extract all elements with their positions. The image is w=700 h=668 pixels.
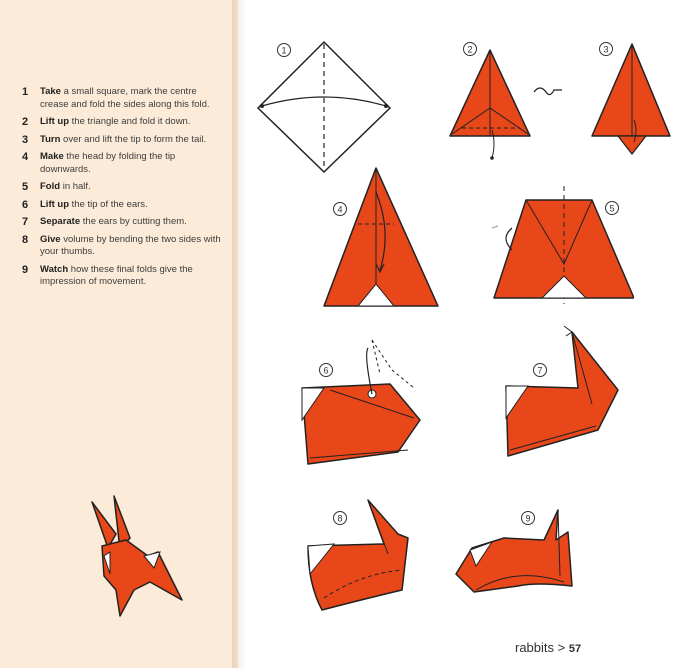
step-8-label: 8 <box>337 513 343 524</box>
instruction-step <box>22 199 222 212</box>
step-4-label: 4 <box>337 204 343 215</box>
instruction-step <box>22 86 222 111</box>
step-6-label: 6 <box>323 365 329 376</box>
step-text: how these final folds give the impression of movement. <box>40 263 193 287</box>
step-verb: Make <box>40 151 64 162</box>
step-number: 4 <box>22 151 29 163</box>
left-page-panel <box>0 0 238 668</box>
step-number: 1 <box>22 86 29 98</box>
step-verb: Fold <box>40 181 61 192</box>
finished-rabbit-illustration <box>80 490 200 630</box>
step-verb: Take <box>40 86 61 97</box>
diagram-step-9 <box>446 496 586 616</box>
step-text: volume by bending the two sides with your thumbs. <box>40 233 221 257</box>
step-text: the triangle and fold it down. <box>69 116 191 127</box>
step-text: the ears by cutting them. <box>80 216 187 227</box>
step-text: over and lift the tip to form the tail. <box>60 133 207 145</box>
instruction-step <box>22 264 222 289</box>
instruction-step <box>22 216 222 229</box>
diagram-step-1 <box>248 36 398 176</box>
step-verb: Watch <box>40 263 69 275</box>
step-number: 3 <box>22 133 29 146</box>
diagram-step-5 <box>484 180 634 310</box>
step-5-label: 5 <box>609 203 615 214</box>
step-text: in half. <box>60 181 91 192</box>
step-number: 5 <box>22 181 29 193</box>
page-footer <box>515 640 581 655</box>
diagram-step-7 <box>500 318 630 468</box>
step-text: the head by folding the tip downwards. <box>40 151 176 175</box>
instruction-step <box>22 134 222 147</box>
diagram-step-8 <box>300 494 430 614</box>
step-1-label: 1 <box>281 45 287 56</box>
instruction-step <box>22 181 222 194</box>
step-number: 8 <box>22 233 29 246</box>
instruction-step <box>22 151 222 176</box>
step-number: 2 <box>22 116 29 128</box>
diagram-step-2 <box>440 36 570 166</box>
step-7-label: 7 <box>537 365 543 376</box>
page-gutter <box>232 0 246 668</box>
step-number: 7 <box>22 216 29 228</box>
instruction-step <box>22 234 222 259</box>
section-name: rabbits <box>515 640 555 655</box>
instruction-step <box>22 116 222 129</box>
step-number: 6 <box>22 198 29 211</box>
step-2-label: 2 <box>467 44 473 55</box>
step-text: the tip of the ears. <box>69 198 148 210</box>
step-9-label: 9 <box>525 513 531 524</box>
diagram-step-6 <box>296 334 426 474</box>
step-verb: Lift up <box>40 116 70 127</box>
step-verb: Turn <box>40 133 61 145</box>
step-3-label: 3 <box>603 44 609 55</box>
diagram-step-4 <box>318 162 448 312</box>
diagram-step-3 <box>584 36 680 166</box>
step-verb: Separate <box>40 216 81 227</box>
step-verb: Lift up <box>40 198 70 210</box>
step-number: 9 <box>22 263 29 276</box>
footer-separator: > <box>557 640 566 655</box>
instruction-list <box>22 86 222 294</box>
page-number: 57 <box>568 643 582 655</box>
step-verb: Give <box>40 233 61 245</box>
step-text: a small square, mark the centre crease and fold the sides along this fold. <box>40 86 210 110</box>
